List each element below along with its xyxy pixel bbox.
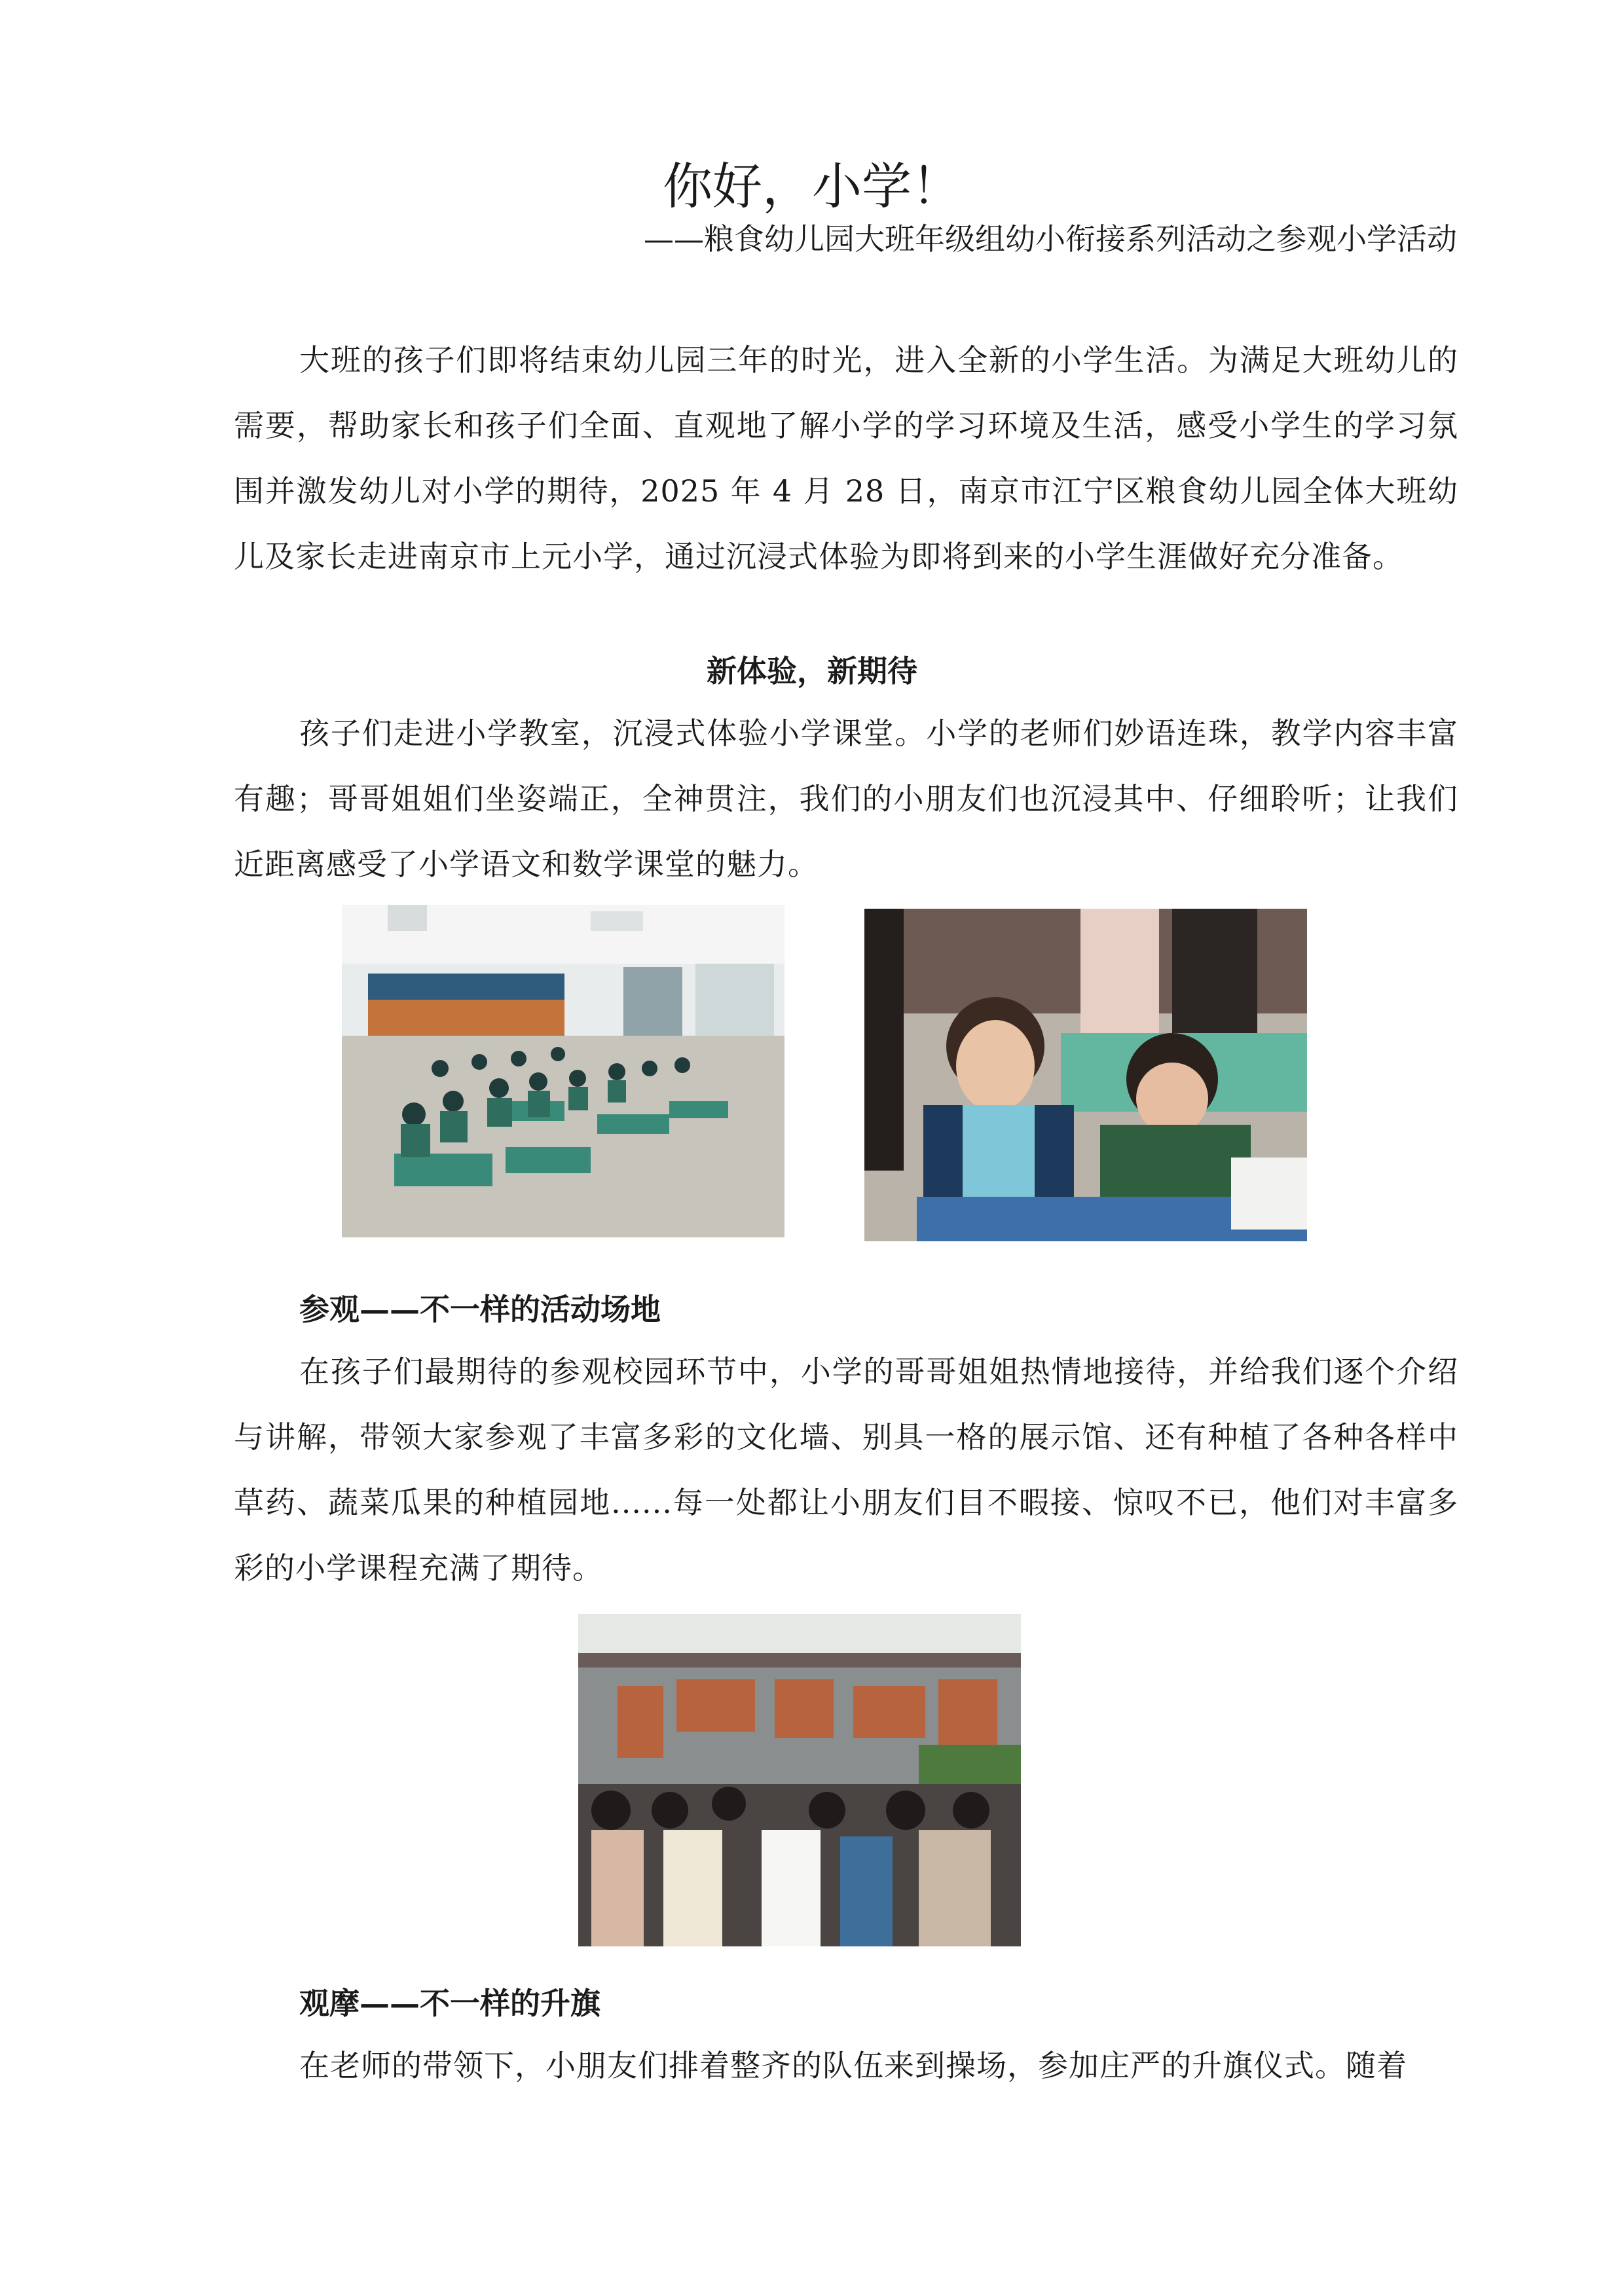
section-paragraph-campus-visit: 在孩子们最期待的参观校园环节中，小学的哥哥姐姐热情地接待，并给我们逐个介绍与讲解，带领大家参观了丰富多彩的文化墙、别具一格的展示馆、还有种植了各种各样中草药、蔬菜瓜果的种植园地......每一处都让小朋友们目不暇接、惊叹不已，他们对丰富多彩的小学课程充满了期待。 bbox=[234, 1354, 1458, 1586]
students-desk-photo bbox=[864, 909, 1307, 1241]
intro-paragraph: 大班的孩子们即将结束幼儿园三年的时光，进入全新的小学生活。为满足大班幼儿的需要，帮助家长和孩子们全面、直观地了解小学的学习环境及生活，感受小学生的学习氛围并激发幼儿对小学的期待，2025 年 4 月 28 日，南京市江宁区粮食幼儿园全体大班幼儿及家长走进南京市上元小学，通过沉浸式体验为即将到来的小学生涯做好充分准备。 bbox=[234, 342, 1458, 574]
section-heading-experience: 新体验，新期待 bbox=[707, 653, 917, 689]
culture-wall-photo bbox=[578, 1614, 1021, 1946]
section-paragraph-flag-raising: 在老师的带领下，小朋友们排着整齐的队伍来到操场，参加庄严的升旗仪式。随着 bbox=[299, 2048, 1407, 2083]
classroom-photo bbox=[342, 905, 784, 1237]
section-heading-campus-visit: 参观——不一样的活动场地 bbox=[299, 1292, 661, 1327]
document-title: 你好，小学！ bbox=[663, 157, 961, 215]
section-heading-flag-raising: 观摩——不一样的升旗 bbox=[299, 1986, 600, 2021]
document-subtitle: ——粮食幼儿园大班年级组幼小衔接系列活动之参观小学活动 bbox=[644, 221, 1457, 257]
section-paragraph-experience: 孩子们走进小学教室，沉浸式体验小学课堂。小学的老师们妙语连珠，教学内容丰富有趣；哥哥姐姐们坐姿端正，全神贯注，我们的小朋友们也沉浸其中、仔细聆听；让我们近距离感受了小学语文和数学课堂的魅力。 bbox=[234, 716, 1458, 882]
